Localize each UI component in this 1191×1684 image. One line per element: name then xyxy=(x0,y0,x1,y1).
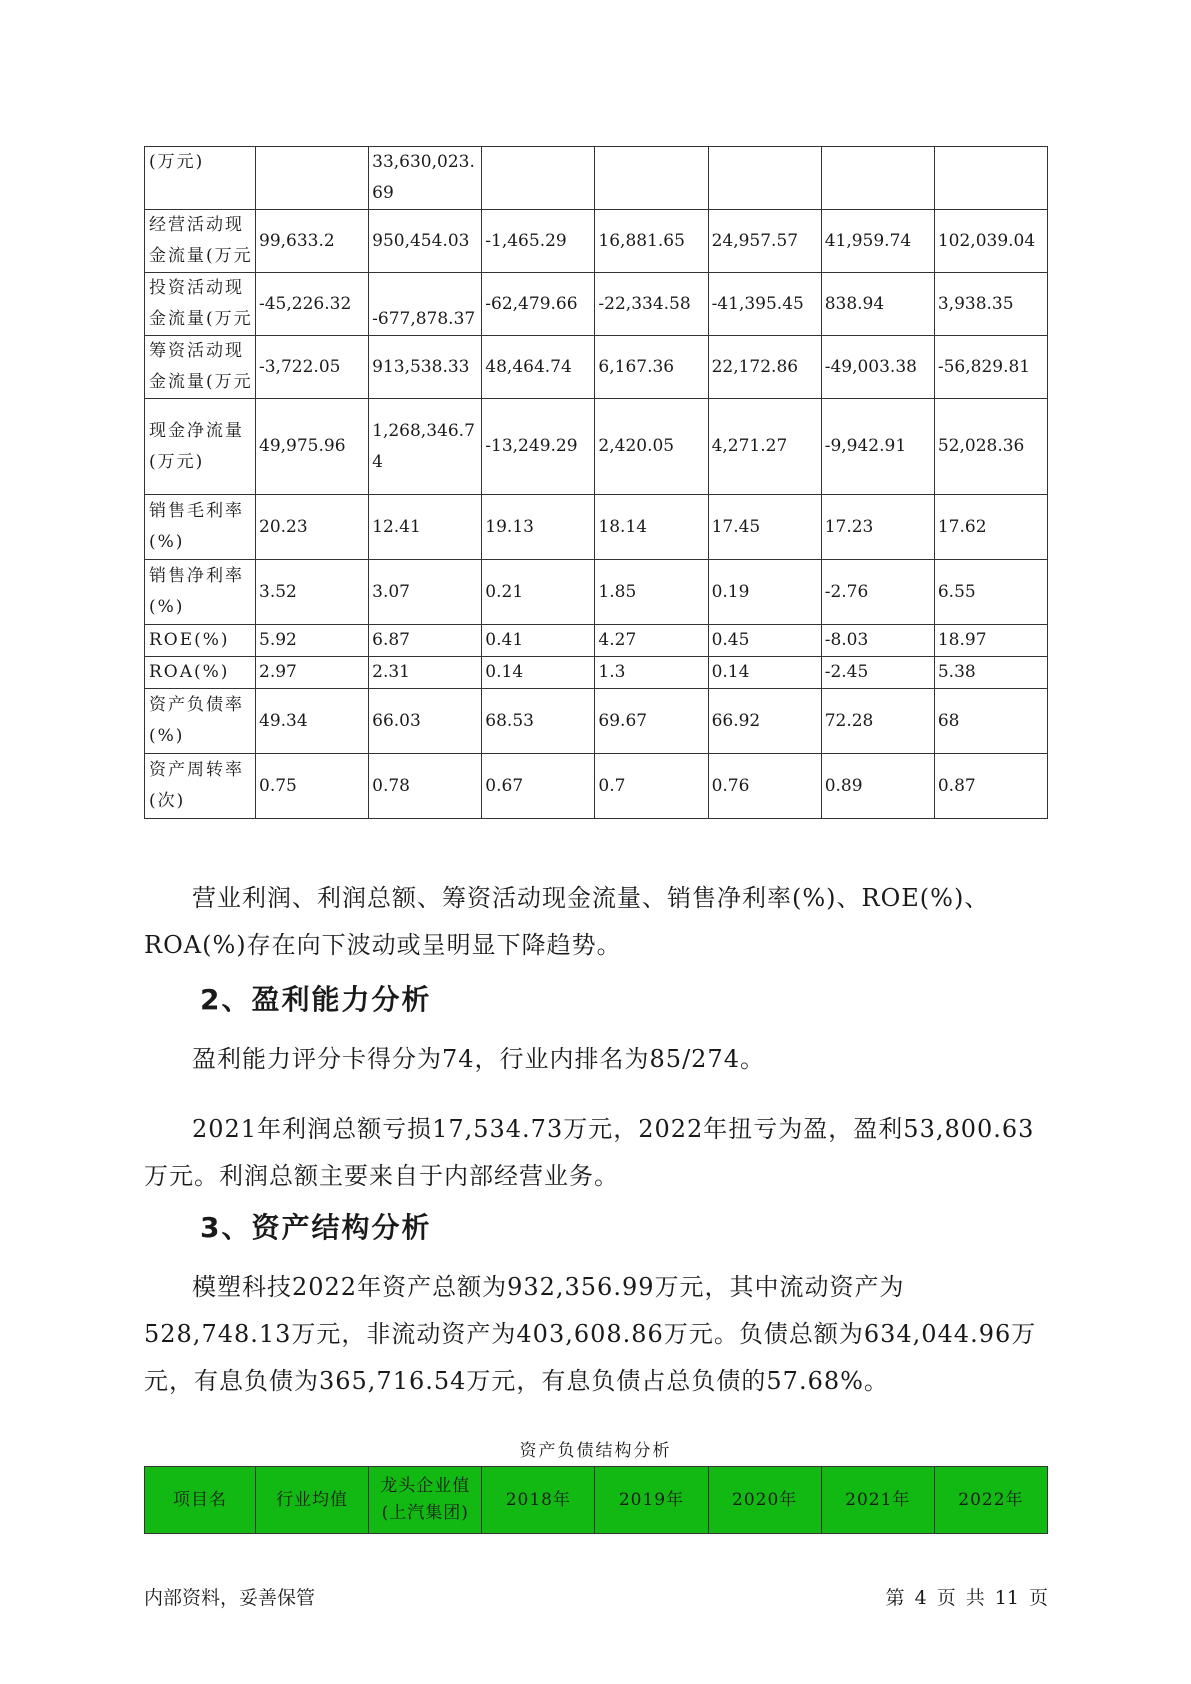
table-cell: 22,172.86 xyxy=(708,336,821,399)
table-cell xyxy=(821,147,934,210)
table-cell: 3.52 xyxy=(256,560,369,625)
table-cell: 913,538.33 xyxy=(369,336,482,399)
table-row xyxy=(145,147,1048,210)
table-cell: 0.89 xyxy=(821,754,934,819)
table-row xyxy=(145,399,1048,495)
table-cell: 4,271.27 xyxy=(708,399,821,495)
column-header: 2021年 xyxy=(821,1467,934,1534)
table-cell: 0.87 xyxy=(934,754,1047,819)
row-label: 经营活动现金流量(万元 xyxy=(145,210,256,273)
table-cell: 2,420.05 xyxy=(595,399,708,495)
table-cell: 0.21 xyxy=(482,560,595,625)
table-cell: 16,881.65 xyxy=(595,210,708,273)
table-cell xyxy=(934,147,1047,210)
table-cell: -8.03 xyxy=(821,625,934,657)
table-cell: -13,249.29 xyxy=(482,399,595,495)
column-header: 2020年 xyxy=(708,1467,821,1534)
table-cell: -2.76 xyxy=(821,560,934,625)
table-cell: 0.75 xyxy=(256,754,369,819)
table-cell: 72.28 xyxy=(821,689,934,754)
table-cell: -45,226.32 xyxy=(256,273,369,336)
table-cell: 17.62 xyxy=(934,495,1047,560)
table-cell xyxy=(482,147,595,210)
table-cell: 6.55 xyxy=(934,560,1047,625)
row-label: 资产周转率(次) xyxy=(145,754,256,819)
table-cell: 19.13 xyxy=(482,495,595,560)
column-header: 2018年 xyxy=(482,1467,595,1534)
row-label: 筹资活动现金流量(万元 xyxy=(145,336,256,399)
profit-detail-paragraph: 2021年利润总额亏损17,534.73万元，2022年扭亏为盈，盈利53,800.63万元。利润总额主要来自于内部经营业务。 xyxy=(144,1115,1035,1190)
column-header: 项目名 xyxy=(145,1467,256,1534)
row-label: ROE(%) xyxy=(145,625,256,657)
table-cell: 0.45 xyxy=(708,625,821,657)
table-cell: 838.94 xyxy=(821,273,934,336)
table-cell: 5.92 xyxy=(256,625,369,657)
table-cell: 3,938.35 xyxy=(934,273,1047,336)
table-row xyxy=(145,560,1048,625)
table-row xyxy=(145,625,1048,657)
section-heading-profitability: 2、盈利能力分析 xyxy=(200,983,432,1016)
table-cell: 52,028.36 xyxy=(934,399,1047,495)
table-cell: 0.14 xyxy=(482,657,595,689)
table-cell: 33,630,023.69 xyxy=(369,147,482,210)
table-cell: 0.7 xyxy=(595,754,708,819)
table-cell: -677,878.37 xyxy=(369,273,482,336)
table-header-row xyxy=(145,1467,1048,1534)
table-cell: 12.41 xyxy=(369,495,482,560)
row-label: 资产负债率(%) xyxy=(145,689,256,754)
section-heading-asset-structure: 3、资产结构分析 xyxy=(200,1211,432,1244)
table-cell: 0.14 xyxy=(708,657,821,689)
table-cell: 49,975.96 xyxy=(256,399,369,495)
trend-paragraph: 营业利润、利润总额、筹资活动现金流量、销售净利率(%)、ROE(%)、ROA(%)存在向下波动或呈明显下降趋势。 xyxy=(144,884,990,959)
table-cell: 102,039.04 xyxy=(934,210,1047,273)
table-cell: 2.97 xyxy=(256,657,369,689)
column-header: 2019年 xyxy=(595,1467,708,1534)
table-cell: 1.3 xyxy=(595,657,708,689)
table-cell xyxy=(595,147,708,210)
table-cell: 48,464.74 xyxy=(482,336,595,399)
table-cell: 18.14 xyxy=(595,495,708,560)
footer-page-number: 第 4 页 共 11 页 xyxy=(885,1587,1048,1609)
table-row xyxy=(145,273,1048,336)
column-header: 龙头企业值(上汽集团) xyxy=(369,1467,482,1534)
table-cell: -9,942.91 xyxy=(821,399,934,495)
column-header: 2022年 xyxy=(934,1467,1047,1534)
table-cell: 24,957.57 xyxy=(708,210,821,273)
footer-confidential-note: 内部资料，妥善保管 xyxy=(144,1587,316,1609)
table-cell: 17.23 xyxy=(821,495,934,560)
table-cell: 1,268,346.74 xyxy=(369,399,482,495)
table-cell: 69.67 xyxy=(595,689,708,754)
table-row xyxy=(145,495,1048,560)
financial-indicators-table xyxy=(144,146,1048,819)
table-cell: -2.45 xyxy=(821,657,934,689)
table-cell xyxy=(256,147,369,210)
table-cell: -1,465.29 xyxy=(482,210,595,273)
table-row xyxy=(145,754,1048,819)
table-cell xyxy=(708,147,821,210)
table-cell: 6,167.36 xyxy=(595,336,708,399)
table-cell: 0.67 xyxy=(482,754,595,819)
table-row xyxy=(145,336,1048,399)
table-cell: 18.97 xyxy=(934,625,1047,657)
asset-detail-paragraph: 模塑科技2022年资产总额为932,356.99万元，其中流动资产为528,748.13万元，非流动资产为403,608.86万元。负债总额为634,044.96万元，有息负债为365,716.54万元，有息负债占总负债的57.68%。 xyxy=(144,1273,1037,1395)
table-cell: 0.41 xyxy=(482,625,595,657)
profit-score-paragraph: 盈利能力评分卡得分为74，行业内排名为85/274。 xyxy=(192,1045,765,1073)
row-label: 现金净流量(万元) xyxy=(145,399,256,495)
table-cell: 20.23 xyxy=(256,495,369,560)
table-cell: 3.07 xyxy=(369,560,482,625)
table-row xyxy=(145,689,1048,754)
table-cell: -49,003.38 xyxy=(821,336,934,399)
table-caption: 资产负债结构分析 xyxy=(519,1441,672,1461)
table-cell: 0.76 xyxy=(708,754,821,819)
row-label: 销售净利率(%) xyxy=(145,560,256,625)
table-cell: 6.87 xyxy=(369,625,482,657)
table-cell: 41,959.74 xyxy=(821,210,934,273)
table-cell: 66.92 xyxy=(708,689,821,754)
table-cell: 99,633.2 xyxy=(256,210,369,273)
row-label: ROA(%) xyxy=(145,657,256,689)
table-cell: 68 xyxy=(934,689,1047,754)
table-cell: 5.38 xyxy=(934,657,1047,689)
table-cell: -22,334.58 xyxy=(595,273,708,336)
row-label: 销售毛利率(%) xyxy=(145,495,256,560)
table-cell: 1.85 xyxy=(595,560,708,625)
table-cell: 2.31 xyxy=(369,657,482,689)
table-cell: 4.27 xyxy=(595,625,708,657)
column-header: 行业均值 xyxy=(256,1467,369,1534)
table-cell: -56,829.81 xyxy=(934,336,1047,399)
table-row xyxy=(145,657,1048,689)
table-cell: 0.19 xyxy=(708,560,821,625)
table-cell: -3,722.05 xyxy=(256,336,369,399)
table-row xyxy=(145,210,1048,273)
table-cell: 49.34 xyxy=(256,689,369,754)
table-cell: 950,454.03 xyxy=(369,210,482,273)
table-cell: -62,479.66 xyxy=(482,273,595,336)
table-cell: 17.45 xyxy=(708,495,821,560)
table-cell: 0.78 xyxy=(369,754,482,819)
table-cell: -41,395.45 xyxy=(708,273,821,336)
row-label: 投资活动现金流量(万元 xyxy=(145,273,256,336)
row-label: (万元) xyxy=(145,147,256,210)
table-cell: 66.03 xyxy=(369,689,482,754)
table-cell: 68.53 xyxy=(482,689,595,754)
balance-structure-table xyxy=(144,1466,1048,1534)
